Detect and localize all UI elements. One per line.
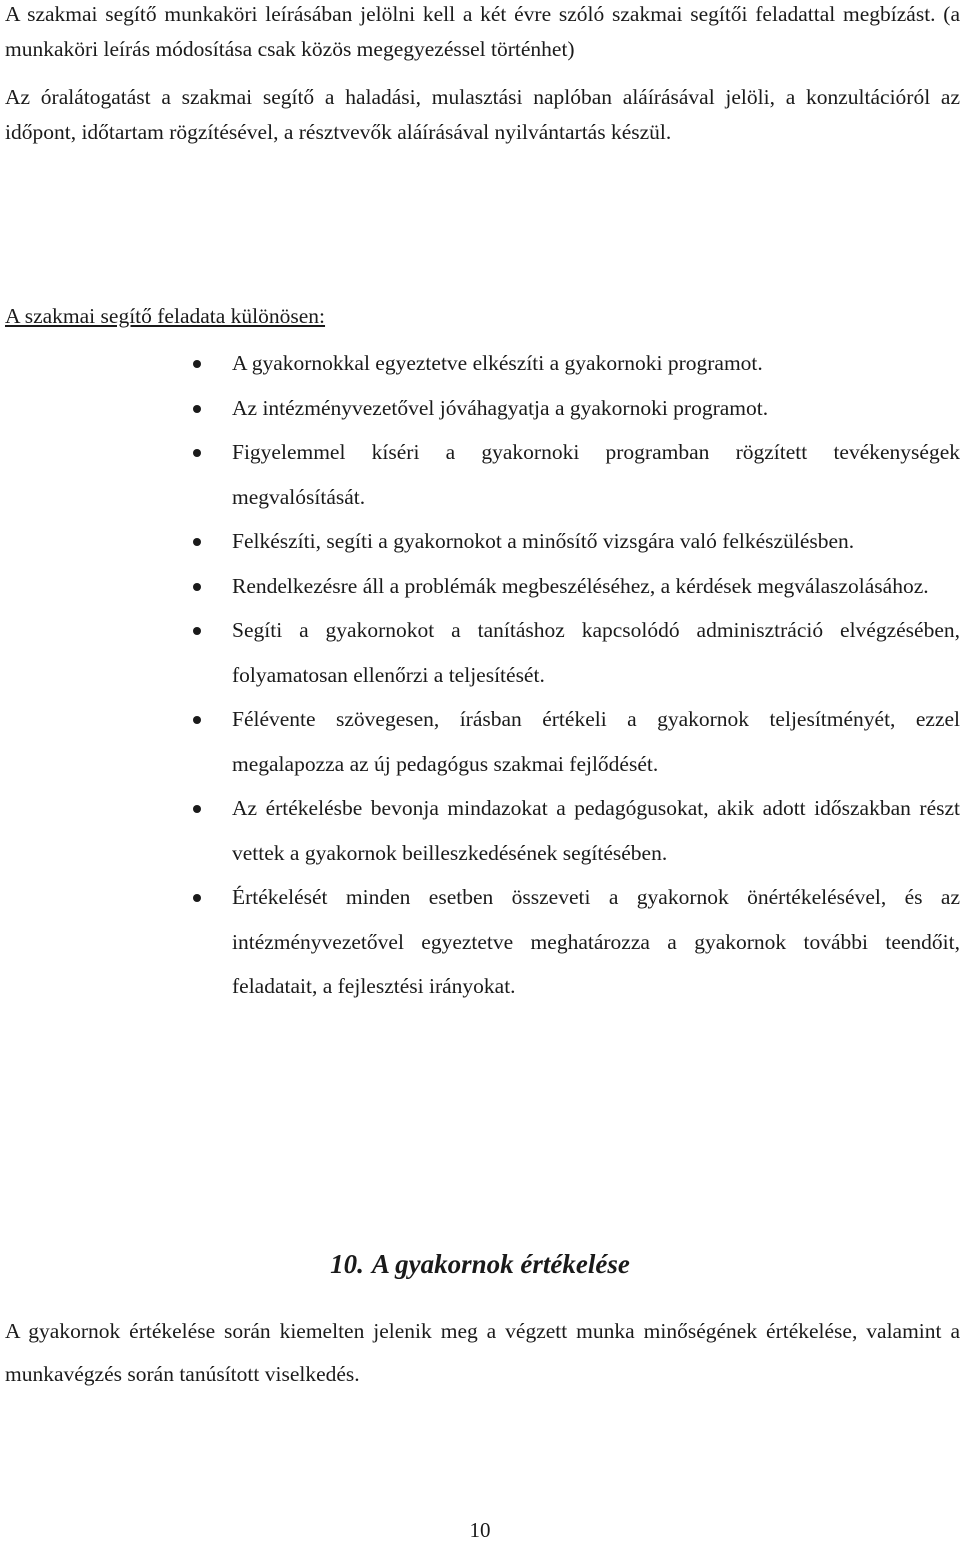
chapter-paragraph: A gyakornok értékelése során kiemelten jelenik meg a végzett munka minőségének értékelése, valamint a munkavégzés során tanúsított viselkedés. xyxy=(5,1319,960,1386)
list-item xyxy=(0,386,960,431)
list-item xyxy=(0,341,960,386)
list-item-text: Felkészíti, segíti a gyakornokot a minősítő vizsgára való felkészülésben. xyxy=(232,529,855,553)
list-item-text: Félévente szövegesen, írásban értékeli a gyakornok teljesítményét, ezzel megalapozza az új pedagógus szakmai fejlődését. xyxy=(232,707,960,776)
list-item xyxy=(0,697,960,786)
intro-paragraph-observation: Az óralátogatást a szakmai segítő a haladási, mulasztási naplóban aláírásával jelöli, a konzultációról az időpont, időtartam rögzítésével, a résztvevők aláírásával nyilvántartás készül. xyxy=(5,85,960,144)
list-item-text: Az értékelésbe bevonja mindazokat a pedagógusokat, akik adott időszakban részt vettek a gyakornok beilleszkedésének segítésében. xyxy=(232,796,960,865)
bullet-icon xyxy=(193,894,201,902)
list-item xyxy=(0,430,960,519)
page-number: 10 xyxy=(469,1518,491,1542)
list-item xyxy=(0,519,960,564)
tasks-heading: A szakmai segítő feladata különösen: xyxy=(5,304,326,328)
chapter-title-text: A gyakornok értékelése xyxy=(371,1249,630,1279)
list-item-text: Értékelését minden esetben összeveti a gyakornok önértékelésével, és az intézményvezetővel egyeztetve meghatározza a gyakornok további teendőit, feladatait, a fejlesztési irányokat. xyxy=(232,885,960,998)
list-item xyxy=(0,875,960,1009)
bullet-icon xyxy=(193,538,201,546)
chapter-heading xyxy=(0,1244,960,1284)
list-item-text: Rendelkezésre áll a problémák megbeszéléséhez, a kérdések megválaszolásához. xyxy=(232,573,929,598)
list-item xyxy=(0,786,960,875)
list-item xyxy=(0,564,960,609)
list-item-text: Segíti a gyakornokot a tanításhoz kapcsolódó adminisztráció elvégzésében, folyamatosan ellenőrzi a teljesítését. xyxy=(232,618,960,687)
list-item-text: Az intézményvezetővel jóváhagyatja a gyakornoki programot. xyxy=(232,395,769,420)
list-item-text: Figyelemmel kíséri a gyakornoki programban rögzített tevékenységek megvalósítását. xyxy=(232,440,960,509)
bullet-icon xyxy=(193,627,201,635)
list-item-text: A gyakornokkal egyeztetve elkészíti a gyakornoki programot. xyxy=(232,351,763,375)
intro-paragraph-assignment: A szakmai segítő munkaköri leírásában jelölni kell a két évre szóló szakmai segítői feladattal megbízást. (a munkaköri leírás módosítása csak közös megegyezéssel történhet) xyxy=(5,2,960,61)
tasks-bullet-list xyxy=(0,341,960,1009)
bullet-icon xyxy=(193,716,201,724)
bullet-icon xyxy=(193,449,201,457)
list-item xyxy=(0,608,960,697)
bullet-icon xyxy=(193,360,201,368)
chapter-number: 10. xyxy=(330,1249,364,1279)
bullet-icon xyxy=(193,405,201,413)
bullet-icon xyxy=(193,583,201,591)
bullet-icon xyxy=(193,805,201,813)
